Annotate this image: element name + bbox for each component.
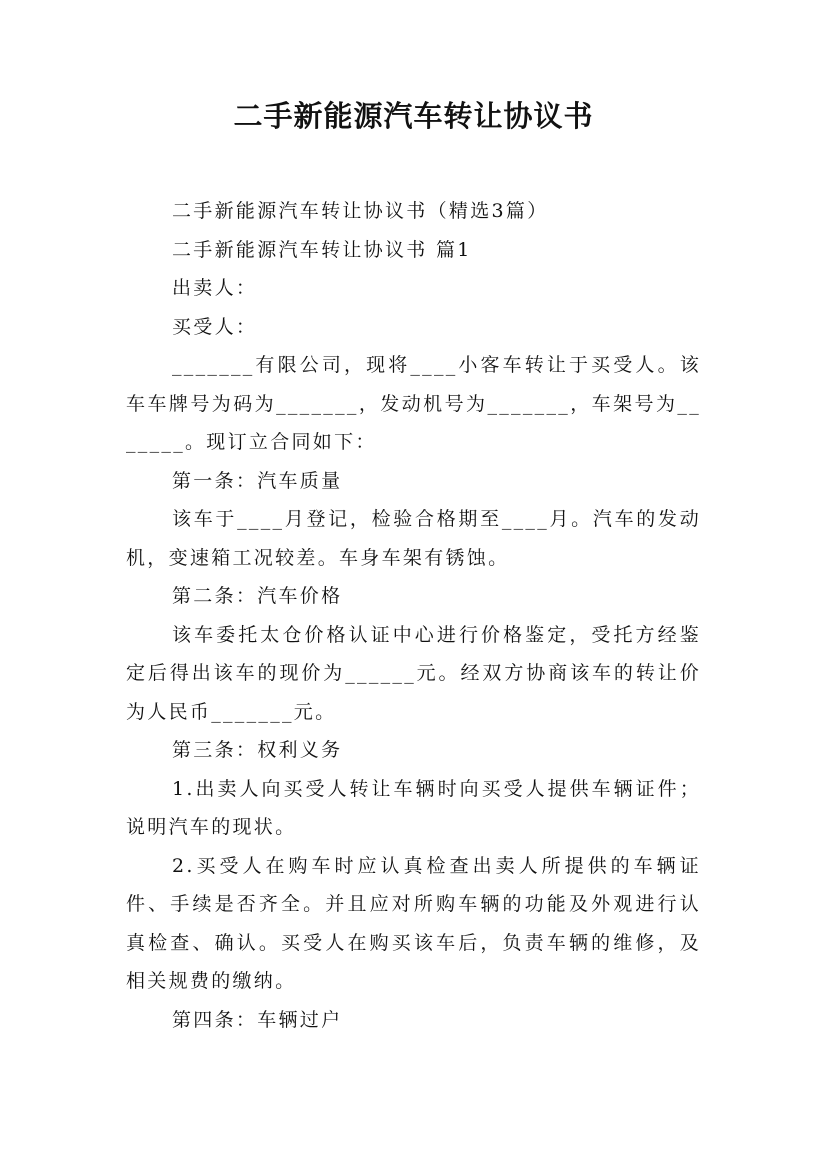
- paragraph-rights-1: 1.出卖人向买受人转让车辆时向买受人提供车辆证件；说明汽车的现状。: [126, 777, 701, 838]
- paragraph-section-heading: 二手新能源汽车转让协议书 篇1: [172, 238, 472, 261]
- paragraph-subtitle: 二手新能源汽车转让协议书（精选3篇）: [172, 200, 549, 222]
- clause-heading-transfer: 第四条：车辆过户: [172, 1008, 343, 1031]
- paragraph-rights-2: 2.买受人在购车时应认真检查出卖人所提供的车辆证件、手续是否齐全。并且应对所购车辆的功能及外观进行认真检查、确认。买受人在购买该车后，负责车辆的维修，及相关规费的缴纳。: [126, 854, 701, 992]
- paragraph-intro: _______有限公司，现将____小客车转让于买受人。该车车牌号为码为_______，发动机号为_______，车架号为_______。现订立合同如下：: [126, 354, 701, 453]
- clause-heading-rights: 第三条：权利义务: [172, 739, 343, 761]
- clause-heading-quality: 第一条：汽车质量: [172, 469, 343, 492]
- paragraph-buyer: 买受人：: [172, 315, 258, 338]
- document-body: [126, 192, 701, 1039]
- paragraph-seller: 出卖人：: [172, 277, 258, 299]
- clause-heading-price: 第二条：汽车价格: [172, 585, 343, 607]
- document-title: 二手新能源汽车转让协议书: [233, 99, 594, 133]
- paragraph-price: 该车委托太仓价格认证中心进行价格鉴定，受托方经鉴定后得出该车的现价为______元。经双方协商该车的转让价为人民币_______元。: [126, 623, 701, 723]
- paragraph-quality: 该车于____月登记，检验合格期至____月。汽车的发动机，变速箱工况较差。车身车架有锈蚀。: [126, 508, 701, 569]
